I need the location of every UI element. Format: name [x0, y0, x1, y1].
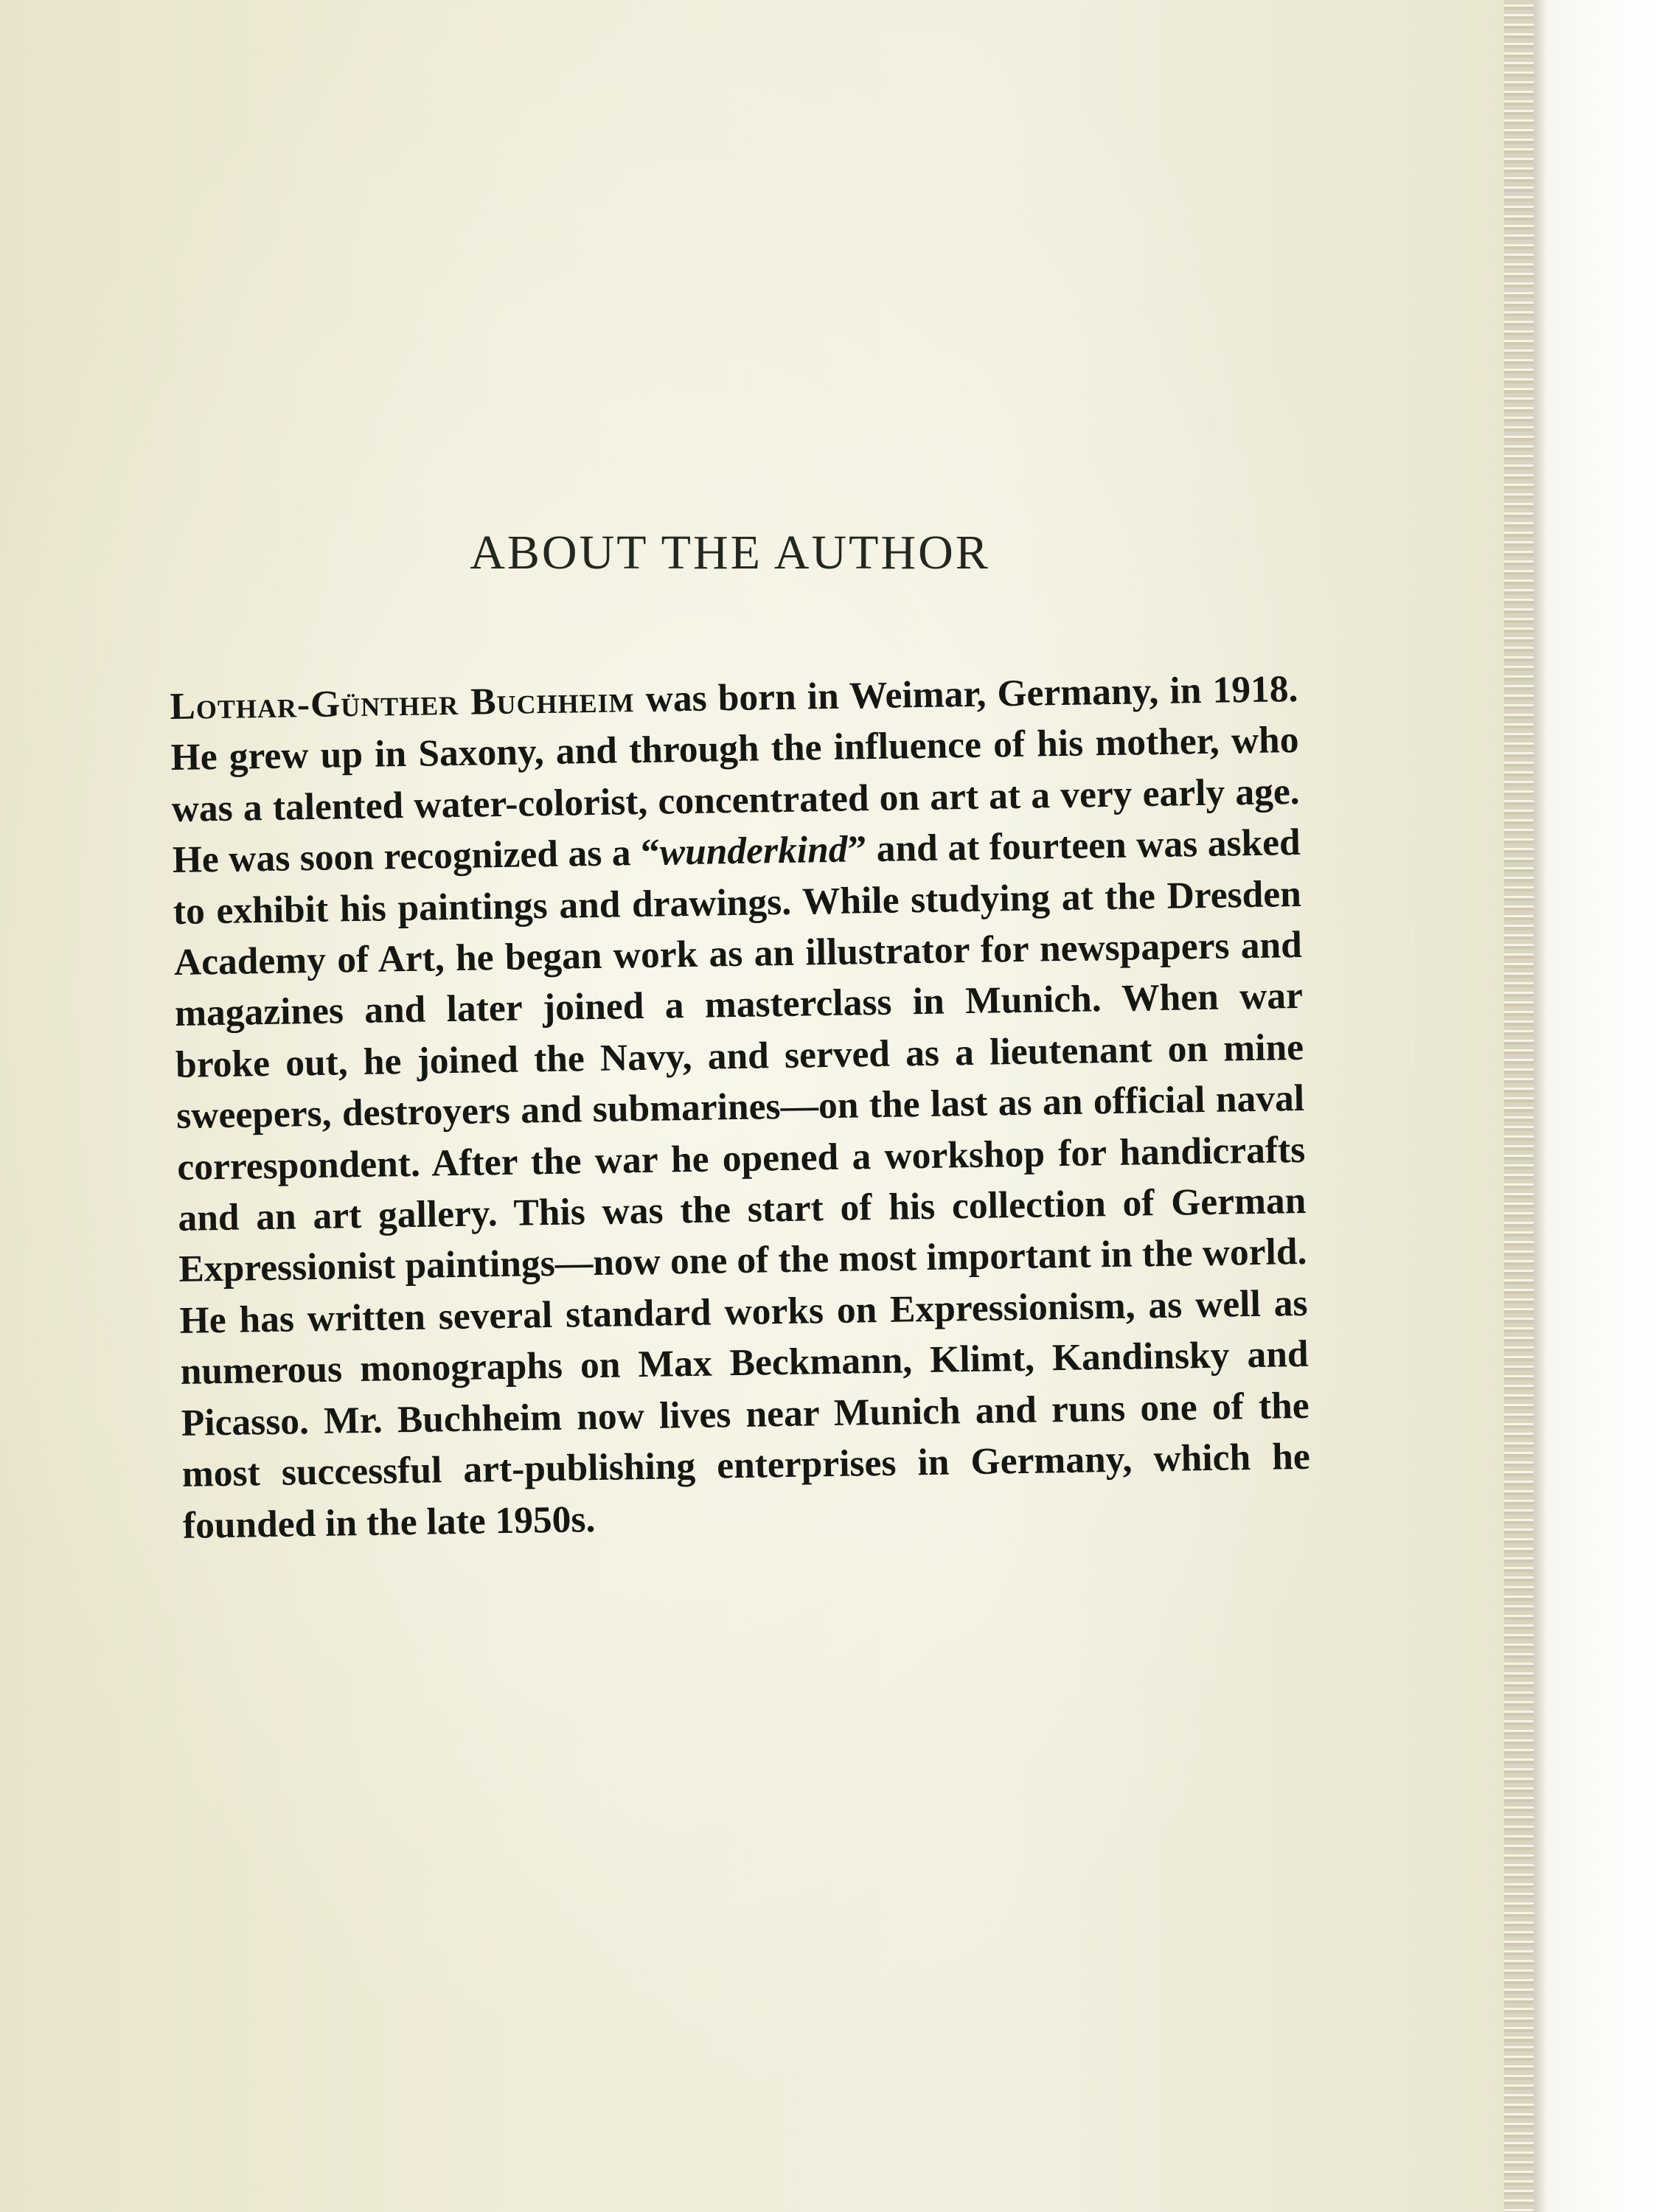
author-biography: [170, 663, 1311, 1551]
biography-text-part-1: was born in Weimar, Germany, in 1918. He grew up in Saxony, and through the influence of his mother, who was a talented water-colorist, concentrated on art at a very early age. He was soon recognized as a “: [170, 667, 1300, 881]
page-shadow: [1534, 0, 1547, 2212]
adjacent-pages: [1534, 0, 1659, 2212]
biography-emphasis: wunderkind: [659, 828, 848, 874]
page-edge: [1504, 0, 1534, 2212]
page-title: ABOUT THE AUTHOR: [470, 526, 990, 580]
biography-text-part-2: ” and at fourteen was asked to exhibit his paintings and drawings. While studying at the Dresden Academy of Art, he began work as an illustrator for newspapers and magazines and later joined a masterclass in Munich. When war broke out, he joined the Navy, and served as a lieutenant on mine sweepers, destroyers and submarines—on the last as an official naval correspondent. After the war he opened a workshop for handicrafts and an art gallery. This was the start of his collection of German Expressionist paintings—now one of the most important in the world. He has written several standard works on Expressionism, as well as numerous monographs on Max Beckmann, Klimt, Kandinsky and Picasso. Mr. Buchheim now lives near Munich and runs one of the most successful art-publishing enterprises in Germany, which he founded in the late 1950s.: [173, 821, 1311, 1546]
author-name: Lothar-Günther Buchheim: [170, 678, 635, 728]
